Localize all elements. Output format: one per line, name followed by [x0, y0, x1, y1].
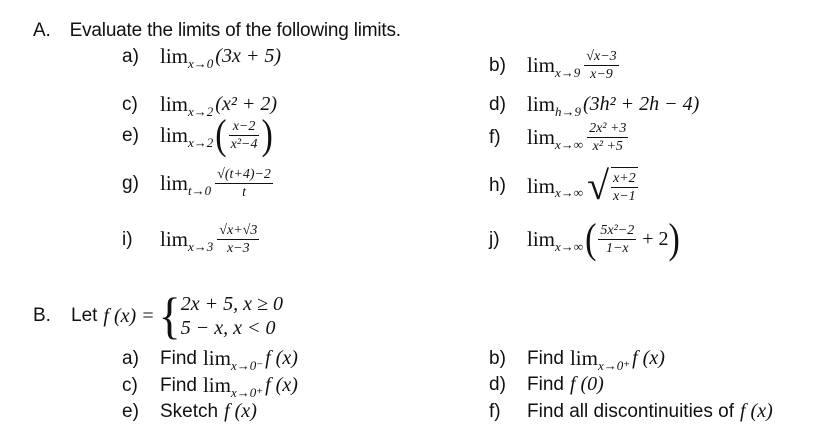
fraction — [229, 118, 260, 153]
task-text: Find — [527, 373, 564, 395]
task-function: f (x) — [224, 400, 257, 422]
limit-expression: (x² + 2) — [215, 93, 277, 115]
lim-operator: lim — [527, 125, 556, 149]
limit-subscript: x→∞ — [555, 185, 584, 200]
section-a-heading — [33, 20, 401, 42]
limit-subscript: x→0⁺ — [230, 384, 264, 400]
numerator: x+2 — [613, 171, 636, 186]
task-label: f) — [489, 400, 501, 422]
lim-operator: lim — [202, 373, 231, 397]
limit-expression: (3x + 5) — [215, 45, 281, 67]
let-text: Let — [71, 305, 98, 326]
lim-operator: lim — [527, 227, 556, 251]
task-label: b) — [489, 347, 506, 369]
lim-operator: lim — [160, 171, 189, 195]
fraction — [611, 167, 638, 205]
denominator: x−3 — [226, 241, 250, 256]
task-c — [122, 373, 298, 398]
problem-i — [122, 222, 261, 257]
numerator: 5x²−2 — [600, 223, 635, 238]
fraction — [587, 120, 628, 155]
limit-subscript: x→3 — [188, 238, 214, 254]
lim-operator: lim — [160, 44, 189, 68]
problem-label: b) — [489, 54, 506, 76]
problem-g — [122, 166, 275, 201]
limit-subscript: x→0 — [188, 55, 214, 71]
denominator: 1−x — [605, 241, 629, 256]
task-label: a) — [122, 347, 139, 369]
lim-operator: lim — [160, 92, 189, 116]
task-b — [489, 346, 665, 371]
problem-label: j) — [489, 228, 500, 250]
problem-d — [489, 92, 699, 117]
numerator: 2x² +3 — [589, 121, 627, 136]
limit-subscript: x→0⁻ — [230, 357, 264, 373]
problem-label: f) — [489, 126, 501, 148]
open-paren: ( — [585, 215, 597, 262]
task-function: f (x) — [265, 374, 298, 396]
piece-two: 5 − x, x < 0 — [180, 317, 276, 339]
lim-operator: lim — [569, 346, 598, 370]
numerator: x−2 — [232, 119, 256, 134]
limit-subscript: x→2 — [188, 103, 214, 119]
problem-label: d) — [489, 93, 506, 115]
denominator: x−9 — [590, 67, 613, 82]
tail-expression: + 2 — [642, 228, 669, 250]
numerator: √(t+4)−2 — [217, 167, 271, 182]
fraction — [215, 166, 273, 201]
task-label: d) — [489, 373, 506, 395]
lim-operator: lim — [202, 346, 231, 370]
denominator: x²−4 — [230, 137, 258, 152]
task-f — [489, 400, 773, 423]
limit-subscript: h→9 — [555, 103, 582, 119]
task-text: Find — [527, 347, 564, 369]
limit-subscript: x→∞ — [555, 136, 584, 152]
section-b-definition — [33, 287, 283, 344]
task-e — [122, 400, 257, 423]
problem-a — [122, 44, 281, 69]
section-a-instruction: Evaluate the limits of the following limits. — [69, 20, 401, 41]
task-function: f (x) — [740, 400, 773, 422]
piece-one: 2x + 5, x ≥ 0 — [180, 293, 283, 315]
lim-operator: lim — [160, 123, 189, 147]
task-label: c) — [122, 374, 138, 396]
problem-h — [489, 163, 640, 208]
fraction — [584, 48, 618, 83]
problem-b — [489, 48, 621, 83]
piecewise-brace: { — [158, 287, 181, 344]
limit-expression: (3h² + 2h − 4) — [583, 93, 700, 115]
function-name: f (x) = — [103, 304, 155, 327]
close-paren: ) — [261, 111, 273, 158]
denominator: x−1 — [613, 189, 636, 204]
denominator: x² +5 — [592, 139, 623, 154]
problem-label: h) — [489, 175, 506, 196]
task-text: Find — [160, 347, 197, 369]
problem-label: a) — [122, 45, 139, 67]
lim-operator: lim — [527, 53, 556, 77]
task-function: f (x) — [265, 347, 298, 369]
problem-label: i) — [122, 228, 133, 250]
limit-subscript: x→∞ — [555, 238, 584, 254]
lim-operator: lim — [160, 227, 189, 251]
limit-subscript: x→2 — [188, 134, 214, 150]
task-d — [489, 373, 604, 396]
problem-e — [122, 111, 273, 158]
task-text: Find all discontinuities of — [527, 400, 734, 422]
problem-j — [489, 215, 680, 262]
limit-subscript: x→9 — [555, 64, 581, 80]
fraction — [598, 222, 636, 257]
sqrt-symbol: √ — [587, 163, 610, 208]
section-b-letter: B. — [33, 305, 51, 326]
problem-label: c) — [122, 93, 138, 115]
problem-f — [489, 120, 630, 155]
task-text: Sketch — [160, 400, 219, 422]
limit-subscript: x→0⁺ — [597, 357, 631, 373]
open-paren: ( — [215, 111, 227, 158]
numerator: √x−3 — [586, 49, 617, 64]
piecewise-cases — [181, 292, 283, 340]
section-a-letter: A. — [33, 20, 51, 41]
problem-label: g) — [122, 172, 139, 194]
task-label: e) — [122, 400, 139, 422]
close-paren: ) — [668, 215, 680, 262]
task-function: f (0) — [569, 373, 604, 395]
task-function: f (x) — [632, 347, 665, 369]
numerator: √x+√3 — [219, 223, 258, 238]
fraction — [217, 222, 259, 257]
lim-operator: lim — [527, 173, 556, 198]
task-a — [122, 346, 298, 371]
denominator: t — [242, 185, 246, 200]
task-text: Find — [160, 374, 197, 396]
problem-c — [122, 92, 277, 117]
lim-operator: lim — [527, 92, 556, 116]
problem-label: e) — [122, 124, 139, 146]
limit-subscript: t→0 — [188, 182, 212, 198]
